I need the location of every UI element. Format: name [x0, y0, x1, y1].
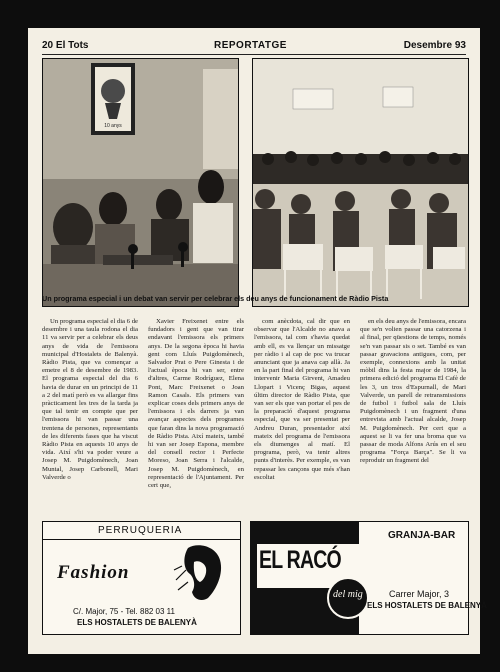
section-title: REPORTATGE: [214, 40, 287, 51]
article-column-2: Xavier Freixenet entre els fundadors i gent que van tirar endavant l'emissora els primers anys. De la segona època hi havia gent com Lluís Puigdomènech, Salvador Prat o Pere Ginesta i de l'actual època hi van ser, entre d'altres, Carme Rodríguez, Elena Pont, Marc Freixenet o Joan Ramon Casals. Els primers van explicar coses dels primers anys de l'emissora i els darrers ja van avançar aspectes dels programes que faran dins la nova programació de Ràdio Pista. Així mateix, també hi van ser Josep Espona, membre del consell rector i Perfecte Moreso, Joan Serra i l'alcalde, Josep M. Puigdomènech, en representació de l'Ajuntament. Per cert que,: [148, 318, 244, 490]
ad-heading: GRANJA-BAR: [388, 530, 456, 541]
ad-logo-sub: del mig: [333, 589, 363, 600]
header-rule: [42, 54, 466, 55]
ad-brand-name: Fashion: [57, 562, 130, 583]
ad-address: C/. Major, 75 - Tel. 882 03 11: [73, 607, 175, 616]
issue-date: Desembre 93: [403, 40, 466, 51]
article-column-3: com anècdota, cal dir que en observar que l'Alcalde no anava a l'emissora, tal com s'havia quedat amb ell, es va llençar un missatge per ràdio i al cap de poc va trucar anunciant que ja anava cap allà. Ja en la part final del programa hi van intervenir Maria Girvent, Amadeu Llopart i Vicenç Bigas, aquest últim director de Ràdio Pista, que van ser els que van portar el pes de la preparació d'aquest programa especial, que va ser presentat per Andreu Duran, presentador així mateix del programa de l'emissora els diumenges al matí. El programa, però, va tenir altres punts d'interès. Per exemple, es van repassar les cançons que més s'han escoltat: [254, 318, 350, 481]
ad-perruqueria-fashion: [42, 521, 241, 635]
ad-address: Carrer Major, 3: [389, 589, 450, 599]
photo-caption: Un programa especial i un debat van servir per celebrar els deu anys de funcionament de Ràdio Pista: [42, 294, 389, 303]
magazine-page: [28, 28, 487, 654]
page-number: 20 El Tots: [42, 40, 89, 51]
photo-debate: [252, 58, 469, 307]
article-column-1: Un programa especial el dia 6 de desembre i una taula rodona el dia 11 va servir per a celebrar els deus anys de vida de l'emissora municipal d'Hostalets de Balenyà. Ràdio Pista, que va començar a emetre el 8 de desembre de 1983. El programa especial del dia 6 havia de durar en un principi de 11 a 2 del matí però es va allargar fins pràcticament les tres de la tarda ja que tal tenir en compte que per l'emissora hi van passar una trentena de persones, representants de les diferents fases que ha viscut Ràdio Pista en aquests 10 anys de vida. Així s'hi va poder veure a Josep M. Puigdomènech, Joan Muntal, Josep Carbonell, Mari Valverde o: [42, 318, 139, 481]
ad-logo-main: EL RACÓ: [259, 546, 341, 574]
poster-text: 10 anys: [104, 123, 122, 129]
ad-town: ELS HOSTALETS DE BALENYÀ: [367, 601, 487, 610]
photo-radio-studio: [42, 58, 239, 307]
ad-el-raco-del-mig: [250, 521, 487, 635]
ad-town: ELS HOSTALETS DE BALENYÀ: [77, 618, 197, 627]
ad-heading: PERRUQUERIA: [98, 525, 183, 536]
woman-silhouette-icon: [168, 540, 228, 602]
article-column-4: en els deu anys de l'emissora, encara que se'n volien passar una catorzena i al final, per qüestions de temps, només se'n van passar sis o set. També es van passar gravacions antigues, com, per exemple, connexions amb la unitat mòbil dins la festa major de 1984, la primera edició del programa El Cafè de les 3, un tros d'Espurnall, de Mari Valverde, un parell de retransmissions de futbol i futbol sala de Lluís Puigdomènech i un fragment d'una entrevista amb l'actual alcalde, Josep M. Puigdomènech. Per cert que a aquest se li va fer una broma que va passar de moda Alfons Arús en el seu programa "Força Barça". Se li va reproduir un fragment del: [360, 318, 466, 465]
